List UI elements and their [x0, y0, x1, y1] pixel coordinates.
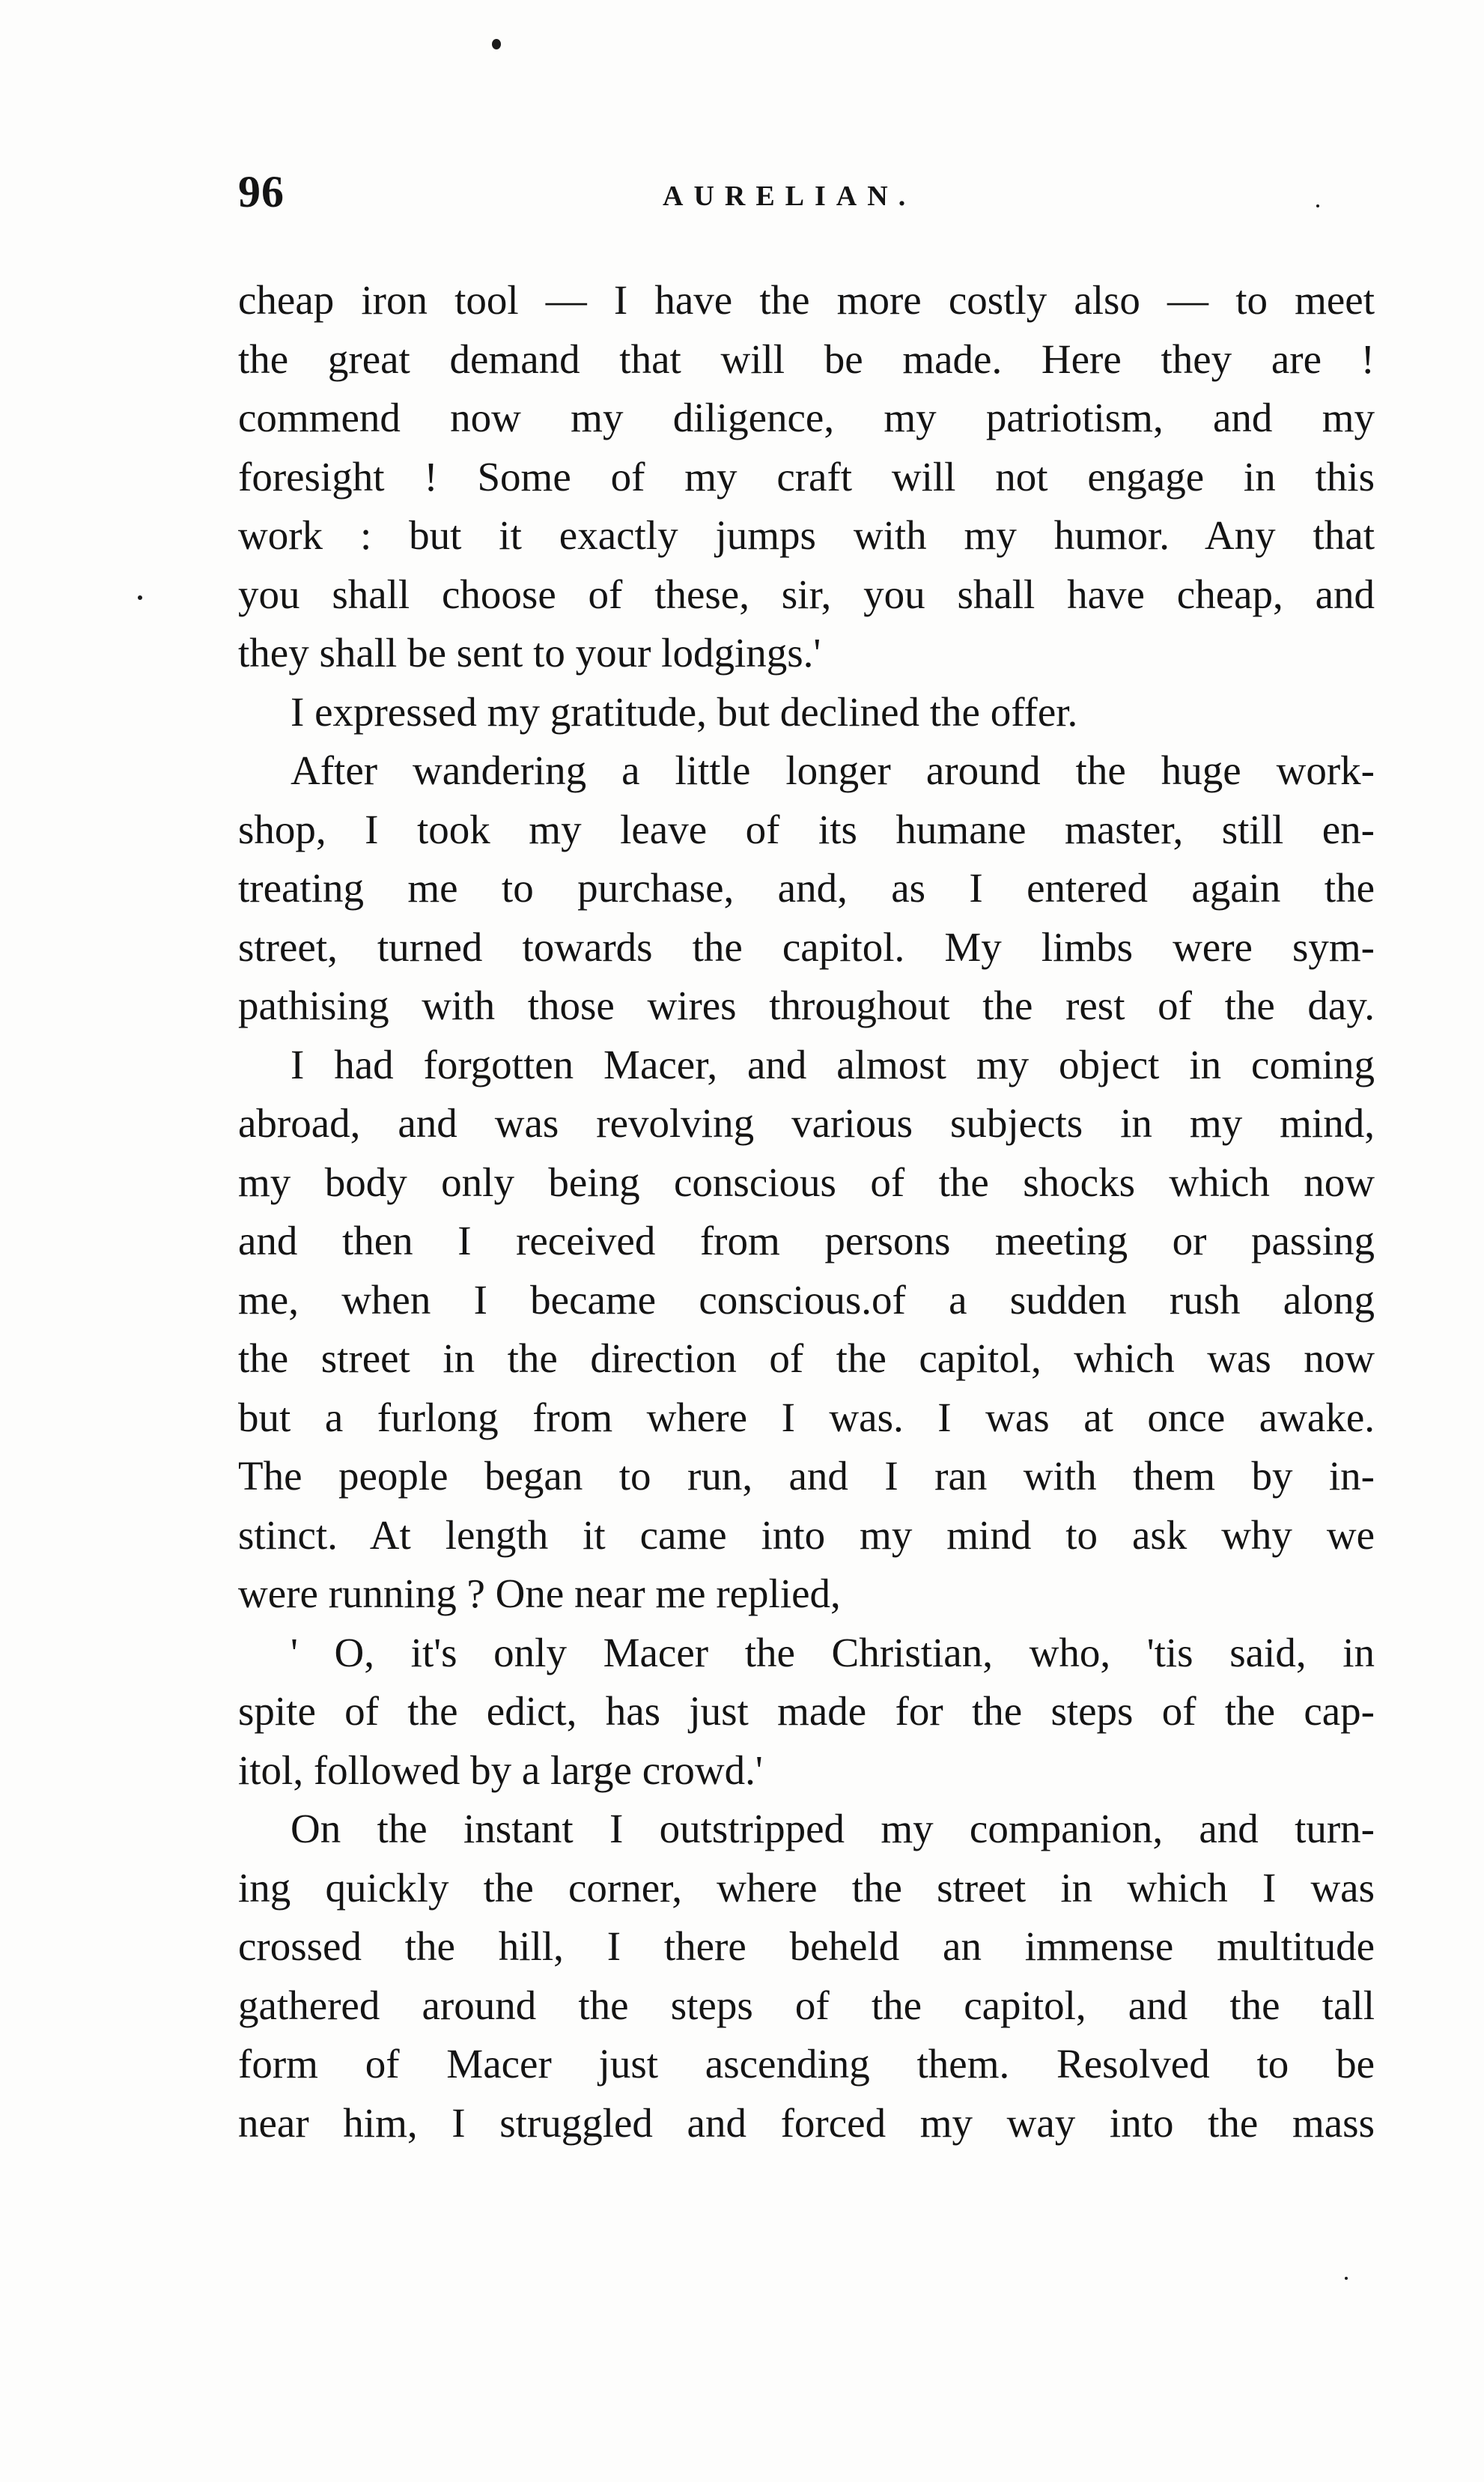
text-line: The people began to run, and I ran with them by in-	[238, 1453, 1375, 1499]
ink-speck	[492, 39, 501, 49]
text-line: the street in the direction of the capitol, which was now	[238, 1335, 1375, 1381]
text-line: foresight ! Some of my craft will not engage in this	[238, 453, 1375, 500]
text-line: my body only being conscious of the shocks which now	[238, 1159, 1375, 1205]
text-line: commend now my diligence, my patriotism, and my	[238, 395, 1375, 440]
text-line: form of Macer just ascending them. Resolved to be	[238, 2041, 1375, 2087]
text-line: cheap iron tool — I have the more costly also — to meet	[238, 277, 1375, 323]
text-line: pathising with those wires throughout the rest of the day.	[238, 983, 1375, 1028]
text-line: but a furlong from where I was. I was at once awake.	[238, 1394, 1375, 1440]
page-header	[238, 166, 1324, 226]
text-line: On the instant I outstripped my companion, and turn-	[291, 1806, 1375, 1851]
ink-speck	[138, 595, 142, 600]
text-line: itol, followed by a large crowd.'	[238, 1747, 763, 1793]
text-line: abroad, and was revolving various subjects in my mind,	[238, 1100, 1375, 1146]
text-line: spite of the edict, has just made for the steps of the cap-	[238, 1688, 1375, 1734]
text-line: I had forgotten Macer, and almost my object in coming	[291, 1041, 1375, 1087]
text-line: street, turned towards the capitol. My limbs were sym-	[238, 923, 1375, 970]
text-line: stinct. At length it came into my mind to ask why we	[238, 1511, 1375, 1558]
text-line: you shall choose of these, sir, you shall have cheap, and	[238, 571, 1375, 617]
text-line: the great demand that will be made. Here they are !	[238, 336, 1375, 382]
text-line: crossed the hill, I there beheld an immense multitude	[238, 1923, 1375, 1969]
text-line: ing quickly the corner, where the street in which I was	[238, 1864, 1375, 1911]
text-line: After wandering a little longer around the huge work-	[291, 747, 1375, 793]
text-line: shop, I took my leave of its humane master, still en-	[238, 806, 1375, 852]
running-title: AURELIAN.	[663, 180, 916, 212]
body-text	[238, 271, 1375, 2152]
text-line: were running ? One near me replied,	[238, 1571, 841, 1616]
text-line: and then I received from persons meeting or passing	[238, 1218, 1375, 1263]
text-line: gathered around the steps of the capitol, and the tall	[238, 1982, 1375, 2028]
text-line: near him, I struggled and forced my way into the mass	[238, 2099, 1375, 2146]
page-number: 96	[238, 167, 285, 216]
ink-speck	[1345, 2277, 1348, 2280]
text-line: work : but it exactly jumps with my humor. Any that	[238, 512, 1375, 558]
text-line: they shall be sent to your lodgings.'	[238, 630, 821, 676]
text-line: me, when I became conscious.of a sudden rush along	[238, 1276, 1375, 1323]
text-line: ' O, it's only Macer the Christian, who, 'tis said, in	[291, 1629, 1375, 1675]
text-line: treating me to purchase, and, as I entered again the	[238, 865, 1375, 911]
text-line: I expressed my gratitude, but declined the offer.	[291, 688, 1078, 735]
